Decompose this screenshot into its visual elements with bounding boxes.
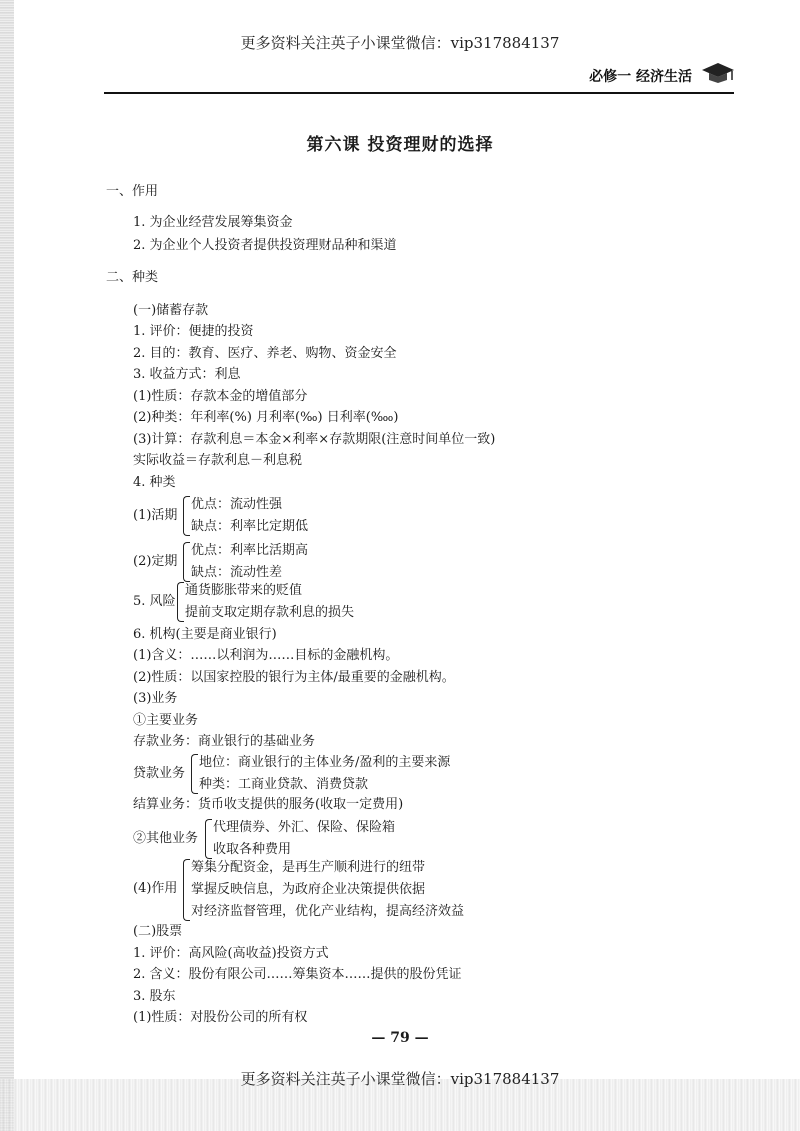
watermark-bottom: 更多资料关注英子小课堂微信：vip317884137 — [240, 1070, 560, 1088]
brace-label: 5. 风险 — [133, 594, 176, 609]
brace-group-risk — [133, 580, 533, 624]
brace-label: (2)定期 — [133, 554, 178, 569]
header-rule — [104, 92, 734, 94]
brace-items — [185, 580, 354, 624]
deposit-line: (3)计算：存款利息＝本金×利率×存款期限(注意时间单位一致) — [133, 432, 496, 447]
brace-group-other — [133, 817, 553, 861]
bank-heading: 6. 机构(主要是商业银行) — [133, 627, 277, 642]
bank-line: 存款业务：商业银行的基础业务 — [133, 734, 316, 749]
brace-group-dingqi — [133, 540, 533, 584]
bank-line: (2)性质：以国家控股的银行为主体/最重要的金融机构。 — [133, 670, 455, 685]
brace-mark — [183, 542, 190, 582]
stock-line: 1. 评价：高风险(高收益)投资方式 — [133, 946, 329, 961]
bank-line: 结算业务：货币收支提供的服务(收取一定费用) — [133, 797, 404, 812]
bank-line: (1)含义：……以利润为……目标的金融机构。 — [133, 648, 399, 663]
brace-items — [191, 540, 308, 584]
brace-item: 优点：利率比活期高 — [191, 543, 309, 558]
header-course-label: 必修一 经济生活 — [589, 69, 692, 85]
brace-label: ②其他业务 — [133, 831, 199, 846]
deposit-line: 4. 种类 — [133, 475, 176, 490]
brace-item: 提前支取定期存款利息的损失 — [185, 605, 355, 620]
brace-label: 贷款业务 — [133, 766, 186, 781]
brace-group-huoqi — [133, 494, 533, 538]
section-heading-role: 一、作用 — [106, 184, 159, 199]
deposit-line: 3. 收益方式：利息 — [133, 367, 241, 382]
brace-label: (1)活期 — [133, 508, 178, 523]
section-heading-types: 二、种类 — [106, 270, 159, 285]
brace-items — [191, 494, 308, 538]
deposit-line: 实际收益＝存款利息－利息税 — [133, 453, 303, 468]
brace-item: 缺点：流动性差 — [191, 565, 283, 580]
stock-heading: (二)股票 — [133, 924, 183, 939]
brace-group-loan — [133, 752, 553, 796]
deposit-heading: (一)储蓄存款 — [133, 303, 209, 318]
watermark-top: 更多资料关注英子小课堂微信：vip317884137 — [240, 34, 560, 52]
brace-item: 地位：商业银行的主体业务/盈利的主要来源 — [199, 755, 451, 770]
brace-item: 优点：流动性强 — [191, 497, 283, 512]
brace-label: (4)作用 — [133, 881, 178, 896]
role-item-2: 2. 为企业个人投资者提供投资理财品种和渠道 — [133, 238, 397, 253]
deposit-line: 1. 评价：便捷的投资 — [133, 324, 254, 339]
brace-item: 筹集分配资金，是再生产顺利进行的纽带 — [191, 860, 426, 875]
brace-item: 种类：工商业贷款、消费贷款 — [199, 777, 369, 792]
brace-mark — [177, 582, 184, 622]
lesson-title: 第六课 投资理财的选择 — [306, 135, 494, 155]
bank-line: ①主要业务 — [133, 713, 199, 728]
scan-edge-left — [0, 0, 14, 1131]
page-number: — 79 — — [371, 1030, 429, 1046]
deposit-line: (2)种类：年利率(%) 月利率(‰) 日利率(‱) — [133, 410, 399, 425]
brace-group-role — [133, 857, 553, 923]
brace-items — [199, 752, 450, 796]
role-item-1: 1. 为企业经营发展筹集资金 — [133, 215, 293, 230]
brace-items — [213, 817, 395, 861]
bank-line: (3)业务 — [133, 691, 178, 706]
brace-mark — [191, 754, 198, 794]
brace-item: 代理债券、外汇、保险、保险箱 — [213, 820, 396, 835]
brace-item: 通货膨胀带来的贬值 — [185, 583, 303, 598]
stock-line: (1)性质：对股份公司的所有权 — [133, 1010, 308, 1025]
graduation-cap-icon — [700, 60, 736, 86]
brace-mark — [183, 859, 190, 921]
deposit-line: (1)性质：存款本金的增值部分 — [133, 389, 308, 404]
stock-line: 3. 股东 — [133, 989, 176, 1004]
stock-line: 2. 含义：股份有限公司……筹集资本……提供的股份凭证 — [133, 967, 462, 982]
brace-item: 收取各种费用 — [213, 842, 292, 857]
deposit-line: 2. 目的：教育、医疗、养老、购物、资金安全 — [133, 346, 397, 361]
brace-mark — [183, 496, 190, 536]
brace-item: 掌握反映信息，为政府企业决策提供依据 — [191, 882, 426, 897]
brace-item: 对经济监督管理，优化产业结构，提高经济效益 — [191, 904, 465, 919]
brace-items — [191, 857, 464, 923]
brace-mark — [205, 819, 212, 859]
brace-item: 缺点：利率比定期低 — [191, 519, 309, 534]
